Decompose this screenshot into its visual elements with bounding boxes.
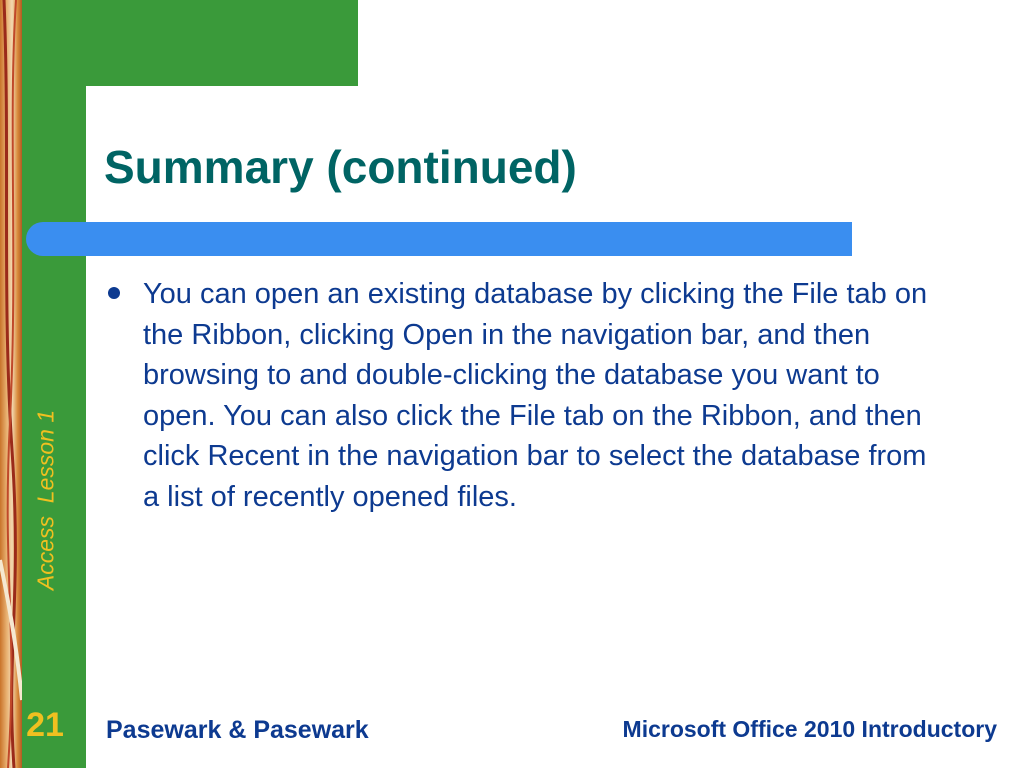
green-header-block xyxy=(22,0,358,86)
page-number: 21 xyxy=(26,706,64,744)
slide-title: Summary (continued) xyxy=(104,141,577,193)
title-accent-bar xyxy=(26,222,852,256)
bullet-text: You can open an existing database by clicking the File tab on the Ribbon, clicking Open in the navigation bar, and then browsing to and double-clicking the database you want to open. You can also click the File tab on the Ribbon, and then click Recent in the navigation bar to select the database from a list of recently opened files. xyxy=(143,278,928,513)
bullet-icon xyxy=(108,287,120,299)
footer-book-title: Microsoft Office 2010 Introductory xyxy=(622,716,997,742)
green-sidebar xyxy=(22,0,86,768)
sidebar-label-app: Access xyxy=(32,516,59,591)
decorative-image-strip xyxy=(0,0,22,768)
footer-authors: Pasewark & Pasewark xyxy=(106,716,369,744)
sidebar-label-lesson: Lesson 1 xyxy=(32,409,59,504)
decorative-lines xyxy=(0,0,22,768)
sidebar-lesson-label xyxy=(33,410,60,590)
